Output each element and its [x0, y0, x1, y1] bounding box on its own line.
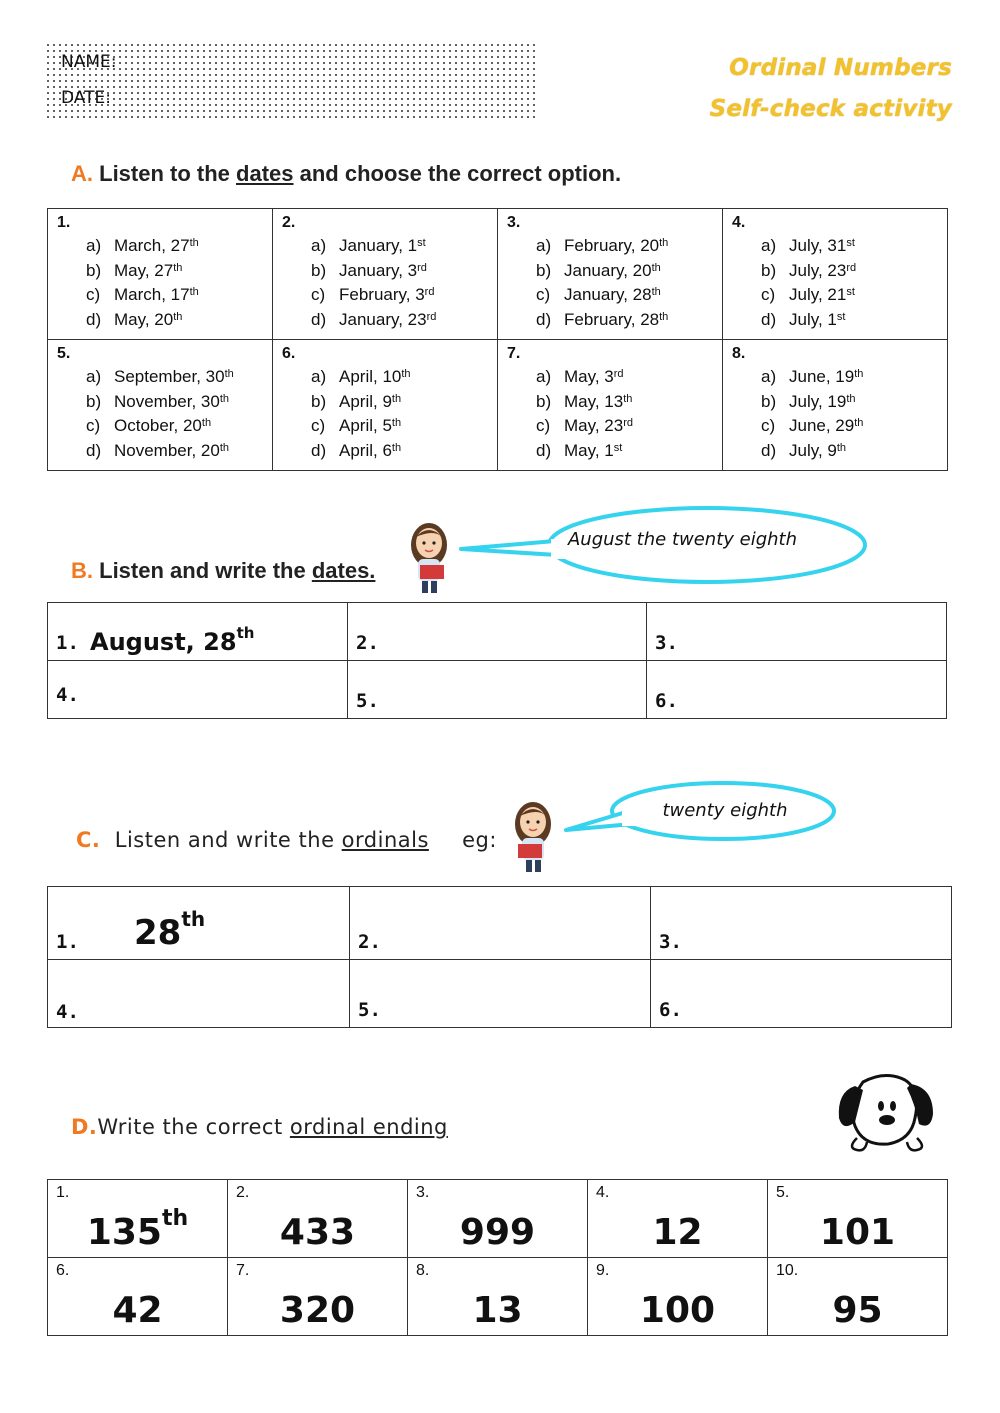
question-number: 7. [507, 345, 521, 362]
option-letter: a) [311, 236, 327, 255]
b-cell-6[interactable]: 6. [647, 661, 947, 719]
option-letter: b) [311, 391, 327, 411]
option-letter: a) [761, 367, 777, 386]
option-c[interactable] [86, 414, 272, 439]
option-letter: b) [536, 260, 552, 280]
option-c[interactable] [761, 283, 947, 308]
option-a[interactable] [761, 234, 947, 259]
d-item-value: 135th [86, 1206, 189, 1253]
section-a-table [47, 208, 948, 471]
a-question-2 [273, 209, 498, 340]
question-number: 3. [507, 214, 521, 231]
option-letter: d) [311, 309, 327, 329]
option-text: November, 20th [114, 440, 230, 460]
option-text: July, 31st [789, 236, 855, 255]
option-b[interactable] [761, 259, 947, 284]
option-text: January, 1st [339, 236, 426, 255]
c-cell-4[interactable]: 4. [48, 960, 350, 1028]
option-text: February, 3rd [339, 285, 435, 304]
question-number: 6. [282, 345, 296, 362]
option-letter: c) [86, 416, 101, 435]
d-item-number: 5. [776, 1184, 790, 1201]
question-number: 8. [732, 345, 746, 362]
option-letter: b) [761, 391, 777, 411]
option-d[interactable] [536, 439, 722, 464]
section-a-heading: A. Listen to the dates and choose the correct option. [71, 161, 622, 186]
option-text: May, 1st [564, 440, 623, 460]
d-item-value: 320 [279, 1290, 356, 1331]
b-cell-1[interactable]: 1. August, 28th [48, 603, 348, 661]
c-cell-6[interactable]: 6. [651, 960, 952, 1028]
option-a[interactable] [86, 234, 272, 259]
a-question-6 [273, 340, 498, 471]
option-text: May, 23rd [564, 416, 633, 435]
option-text: January, 20th [564, 260, 661, 280]
option-letter: c) [311, 285, 326, 304]
option-a[interactable] [311, 234, 497, 259]
option-text: May, 13th [564, 391, 633, 411]
option-b[interactable] [311, 390, 497, 415]
b-cell-2[interactable]: 2. [348, 603, 647, 661]
bubble-b-text: August the twenty eighth [567, 529, 798, 550]
option-d[interactable] [86, 439, 272, 464]
option-text: July, 1st [789, 309, 846, 329]
option-d[interactable] [536, 308, 722, 333]
option-d[interactable] [311, 308, 497, 333]
option-a[interactable] [311, 365, 497, 390]
option-text: June, 29th [789, 416, 864, 435]
option-letter: b) [311, 260, 327, 280]
option-text: May, 3rd [564, 367, 624, 386]
date-label: DATE: [61, 88, 111, 108]
option-letter: d) [536, 440, 552, 460]
d-item-value: 999 [459, 1212, 536, 1253]
d-cell-3[interactable] [408, 1180, 588, 1258]
d-item-value: 13 [472, 1290, 523, 1331]
girl-reading-icon [404, 515, 454, 595]
option-letter: a) [761, 236, 777, 255]
section-b-heading: B. Listen and write the dates. [71, 558, 376, 583]
a-question-7 [498, 340, 723, 471]
question-number: 5. [57, 345, 71, 362]
option-text: May, 20th [114, 309, 183, 329]
c-cell-1[interactable]: 1. 28th [48, 887, 350, 960]
option-b[interactable] [761, 390, 947, 415]
d-item-value: 12 [652, 1212, 703, 1253]
option-letter: a) [311, 367, 327, 386]
a-question-5 [48, 340, 273, 471]
question-number: 4. [732, 214, 746, 231]
d-item-number: 10. [776, 1262, 799, 1279]
option-text: April, 10th [339, 367, 411, 386]
section-b-table [47, 602, 947, 719]
option-letter: d) [311, 440, 327, 460]
option-text: November, 30th [114, 391, 230, 411]
section-d-heading: D.Write the correct ordinal ending [71, 1115, 448, 1139]
snoopy-icon [833, 1070, 938, 1152]
d-item-number: 8. [416, 1262, 430, 1279]
option-b[interactable] [536, 390, 722, 415]
option-letter: d) [86, 440, 102, 460]
option-letter: b) [761, 260, 777, 280]
option-b[interactable] [536, 259, 722, 284]
option-text: February, 20th [564, 236, 669, 255]
option-a[interactable] [86, 365, 272, 390]
option-d[interactable] [761, 439, 947, 464]
option-a[interactable] [536, 365, 722, 390]
option-text: January, 23rd [339, 309, 437, 329]
option-letter: c) [86, 285, 101, 304]
option-a[interactable] [536, 234, 722, 259]
title-line-2: Self-check activity [709, 96, 952, 122]
option-letter: d) [536, 309, 552, 329]
d-cell-6[interactable] [48, 1258, 228, 1336]
d-item-number: 1. [56, 1184, 70, 1201]
a-question-1 [48, 209, 273, 340]
option-a[interactable] [761, 365, 947, 390]
b-example-answer: August, 28th [90, 624, 255, 656]
option-c[interactable] [311, 414, 497, 439]
option-text: April, 6th [339, 440, 402, 460]
option-text: June, 19th [789, 367, 864, 386]
b-cell-4[interactable]: 4. [48, 661, 348, 719]
option-c[interactable] [536, 283, 722, 308]
d-item-number: 4. [596, 1184, 610, 1201]
option-letter: a) [86, 367, 102, 386]
option-text: March, 17th [114, 285, 199, 304]
a-question-3 [498, 209, 723, 340]
name-date-box [45, 42, 535, 120]
option-c[interactable] [311, 283, 497, 308]
d-item-number: 9. [596, 1262, 610, 1279]
title-line-1: Ordinal Numbers [729, 55, 952, 81]
option-d[interactable] [311, 439, 497, 464]
d-cell-5[interactable] [768, 1180, 948, 1258]
option-text: March, 27th [114, 236, 199, 255]
option-d[interactable] [86, 308, 272, 333]
option-c[interactable] [761, 414, 947, 439]
d-item-number: 6. [56, 1262, 70, 1279]
option-text: September, 30th [114, 367, 234, 386]
d-cell-7[interactable] [228, 1258, 408, 1336]
option-text: February, 28th [564, 309, 669, 329]
option-letter: b) [86, 391, 102, 411]
section-c-table [47, 886, 952, 1028]
option-letter: a) [536, 236, 552, 255]
option-letter: c) [536, 416, 551, 435]
c-example-answer: 28th [134, 907, 206, 953]
option-text: July, 21st [789, 285, 855, 304]
option-b[interactable] [86, 390, 272, 415]
a-question-4 [723, 209, 948, 340]
option-text: January, 3rd [339, 260, 427, 280]
option-text: July, 23rd [789, 260, 857, 280]
option-text: April, 9th [339, 391, 402, 411]
d-item-number: 3. [416, 1184, 430, 1201]
option-letter: a) [536, 367, 552, 386]
d-item-value: 95 [832, 1290, 883, 1331]
d-cell-4[interactable] [588, 1180, 768, 1258]
a-question-8 [723, 340, 948, 471]
section-d-table [47, 1179, 948, 1336]
girl-reading-icon-2 [508, 794, 558, 874]
b-cell-3[interactable]: 3. [647, 603, 947, 661]
d-item-value: 100 [639, 1290, 716, 1331]
section-c-heading: C. Listen and write the ordinals eg: [76, 828, 497, 852]
d-cell-2[interactable] [228, 1180, 408, 1258]
option-letter: b) [536, 391, 552, 411]
option-letter: c) [761, 285, 776, 304]
d-item-value: 42 [112, 1290, 163, 1331]
d-item-number: 7. [236, 1262, 250, 1279]
eg-label: eg: [462, 828, 497, 852]
d-cell-10[interactable] [768, 1258, 948, 1336]
bubble-c-text: twenty eighth [662, 800, 788, 821]
d-item-value: 101 [819, 1212, 896, 1253]
option-c[interactable] [536, 414, 722, 439]
option-text: July, 19th [789, 391, 856, 411]
option-b[interactable] [86, 259, 272, 284]
c-cell-5[interactable]: 5. [350, 960, 651, 1028]
c-cell-3[interactable]: 3. [651, 887, 952, 960]
option-letter: c) [761, 416, 776, 435]
option-letter: c) [311, 416, 326, 435]
option-letter: c) [536, 285, 551, 304]
option-letter: b) [86, 260, 102, 280]
option-letter: a) [86, 236, 102, 255]
question-number: 1. [57, 214, 71, 231]
b-cell-5[interactable]: 5. [348, 661, 647, 719]
option-d[interactable] [761, 308, 947, 333]
option-text: October, 20th [114, 416, 212, 435]
d-cell-8[interactable] [408, 1258, 588, 1336]
option-text: January, 28th [564, 285, 661, 304]
d-item-number: 2. [236, 1184, 250, 1201]
option-b[interactable] [311, 259, 497, 284]
option-letter: d) [761, 440, 777, 460]
question-number: 2. [282, 214, 296, 231]
d-item-value: 433 [279, 1212, 356, 1253]
name-label: NAME: [61, 52, 117, 72]
option-letter: d) [761, 309, 777, 329]
option-text: July, 9th [789, 440, 847, 460]
option-c[interactable] [86, 283, 272, 308]
d-cell-1[interactable] [48, 1180, 228, 1258]
d-cell-9[interactable] [588, 1258, 768, 1336]
option-letter: d) [86, 309, 102, 329]
c-cell-2[interactable]: 2. [350, 887, 651, 960]
option-text: May, 27th [114, 260, 183, 280]
option-text: April, 5th [339, 416, 402, 435]
